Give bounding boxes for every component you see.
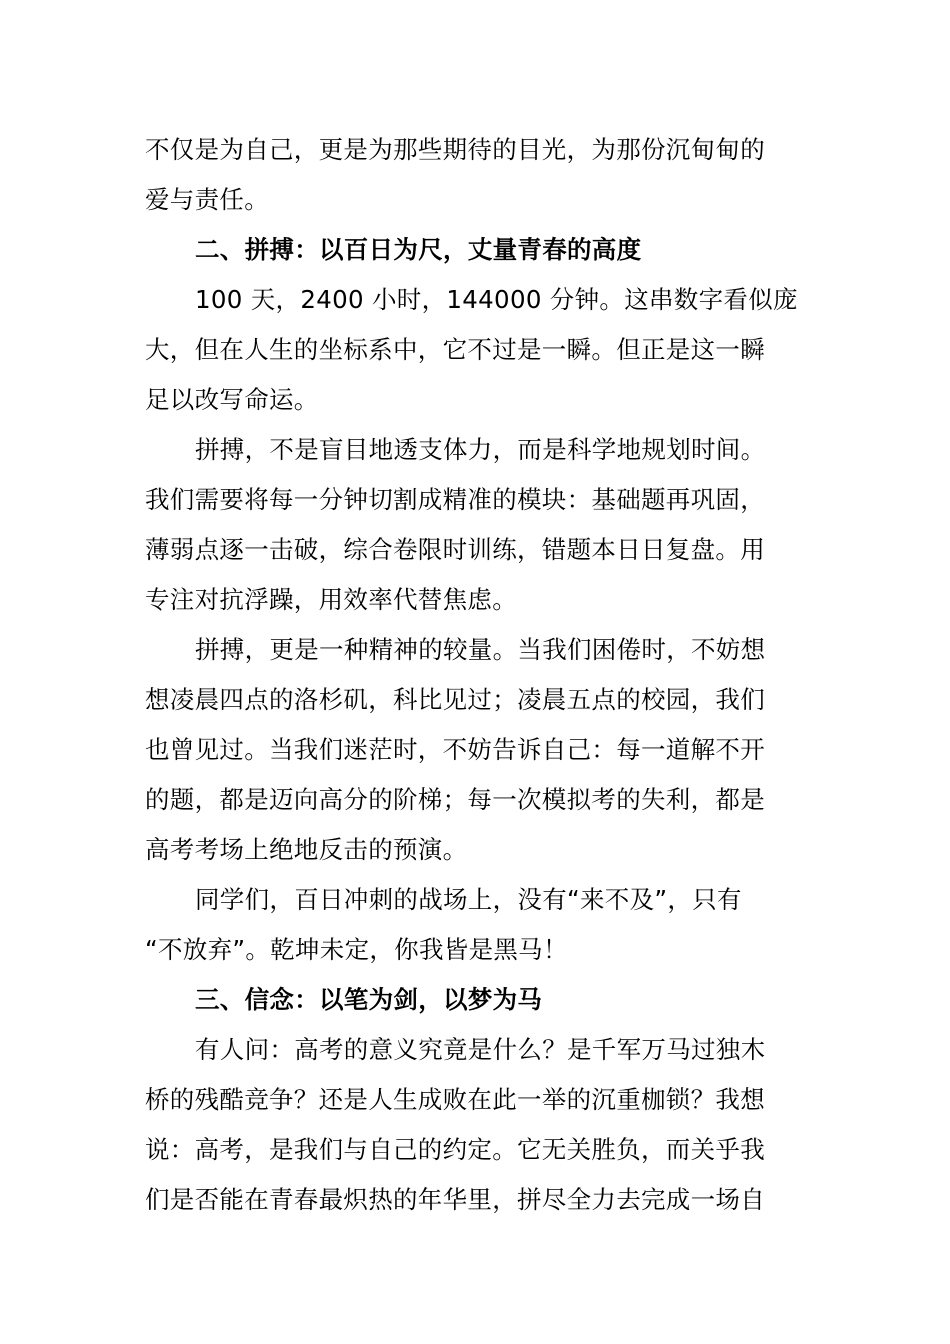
body-text-line: 高考考场上绝地反击的预演。 [145,835,468,864]
body-text-line: 足以改写命运。 [145,385,319,414]
body-text-line: 我们需要将每一分钟切割成精准的模块：基础题再巩固， [145,485,765,514]
body-text-line: 专注对抗浮躁，用效率代替焦虑。 [145,585,517,614]
body-text-line: 桥的残酷竞争？还是人生成败在此一举的沉重枷锁？我想 [145,1085,765,1114]
body-text-line: 同学们，百日冲刺的战场上，没有“来不及”，只有 [195,885,742,914]
body-text-line: “不放弃”。乾坤未定，你我皆是黑马！ [145,935,568,964]
body-text-line: 薄弱点逐一击破，综合卷限时训练，错题本日日复盘。用 [145,535,765,564]
body-text-line: 不仅是为自己，更是为那些期待的目光，为那份沉甸甸的 [145,135,765,164]
section-heading: 三、信念：以笔为剑，以梦为马 [195,985,543,1014]
body-text-line: 拼搏，更是一种精神的较量。当我们困倦时，不妨想 [195,635,766,664]
body-text-line: 100 天，2400 小时，144000 分钟。这串数字看似庞 [195,285,798,314]
body-text-line: 说：高考，是我们与自己的约定。它无关胜负，而关乎我 [145,1135,765,1164]
body-text-line: 爱与责任。 [145,185,269,214]
body-text-line: 也曾见过。当我们迷茫时，不妨告诉自己：每一道解不开 [145,735,765,764]
body-text-line: 想凌晨四点的洛杉矶，科比见过；凌晨五点的校园，我们 [145,685,765,714]
body-text-line: 拼搏，不是盲目地透支体力，而是科学地规划时间。 [195,435,766,464]
section-heading: 二、拼搏：以百日为尺，丈量青春的高度 [195,235,642,264]
body-text-line: 大，但在人生的坐标系中，它不过是一瞬。但正是这一瞬 [145,335,765,364]
body-text-line: 们是否能在青春最炽热的年华里，拼尽全力去完成一场自 [145,1185,765,1214]
body-text-line: 有人问：高考的意义究竟是什么？是千军万马过独木 [195,1035,766,1064]
body-text-line: 的题，都是迈向高分的阶梯；每一次模拟考的失利，都是 [145,785,765,814]
